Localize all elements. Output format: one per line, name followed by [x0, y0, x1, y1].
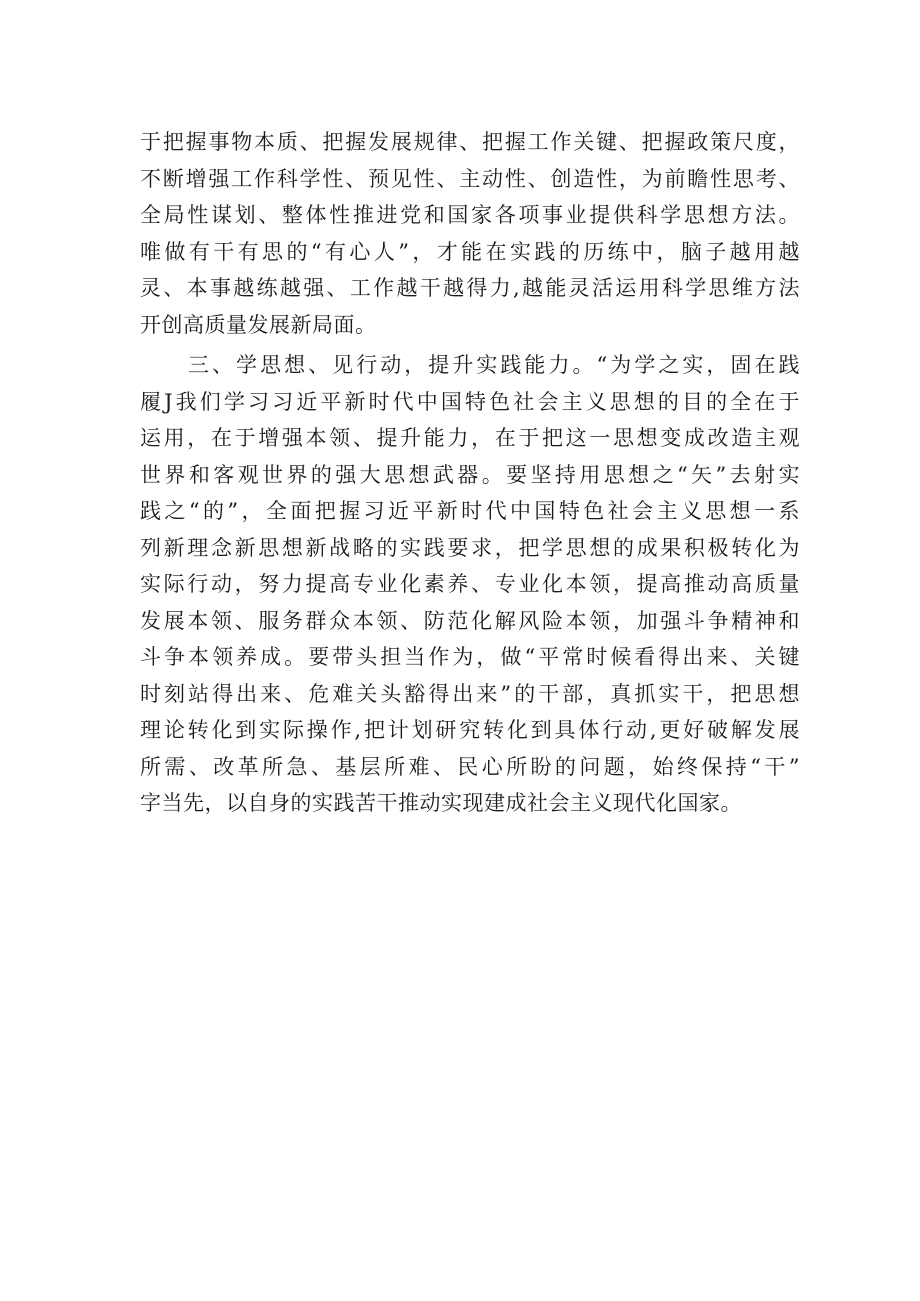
paragraph-2 [140, 347, 800, 822]
text-line: 字当先，以自身的实践苦干推动实现建成社会主义现代化国家。 [140, 791, 742, 815]
text-line: 三、学思想、见行动，提升实践能力。“为学之实，固在践 [188, 353, 800, 377]
paragraph-1 [140, 124, 800, 343]
text-line: 时刻站得出来、危难关头豁得出来”的干部，真抓实干，把思想 [140, 681, 800, 706]
text-line: 斗争本领养成。要带头担当作为，做“平常时候看得出来、关键 [140, 645, 800, 669]
document-body [140, 124, 800, 822]
text-line: 理论转化到实际操作,把计划研究转化到具体行动,更好破解发展 [140, 718, 800, 742]
text-line: 不断增强工作科学性、预见性、主动性、创造性，为前瞻性思考、 [140, 166, 800, 191]
text-line: 履J我们学习习近平新时代中国特色社会主义思想的目的全在于 [140, 389, 800, 414]
text-line: 发展本领、服务群众本领、防范化解风险本领，加强斗争精神和 [140, 608, 800, 633]
text-line: 运用，在于增强本领、提升能力，在于把这一思想变成改造主观 [140, 426, 800, 450]
text-line: 世界和客观世界的强大思想武器。要坚持用思想之“矢”去射实 [140, 462, 800, 487]
text-line: 唯做有干有思的“有心人”，才能在实践的历练中，脑子越用越 [140, 239, 800, 264]
text-line: 列新理念新思想新战略的实践要求，把学思想的成果积极转化为 [140, 535, 800, 560]
text-line: 践之“的”，全面把握习近平新时代中国特色社会主义思想一系 [140, 499, 800, 523]
text-line: 开创高质量发展新局面。 [140, 312, 377, 337]
text-line: 于把握事物本质、把握发展规律、把握工作关键、把握政策尺度， [140, 130, 800, 154]
text-line: 所需、改革所急、基层所难、民心所盼的问题，始终保持“干” [140, 754, 800, 779]
text-line: 全局性谋划、整体性推进党和国家各项事业提供科学思想方法。 [140, 203, 800, 227]
text-line: 灵、本事越练越强、工作越干越得力,越能灵活运用科学思维方法 [140, 276, 800, 300]
text-line: 实际行动，努力提高专业化素养、专业化本领，提高推动高质量 [140, 572, 800, 596]
